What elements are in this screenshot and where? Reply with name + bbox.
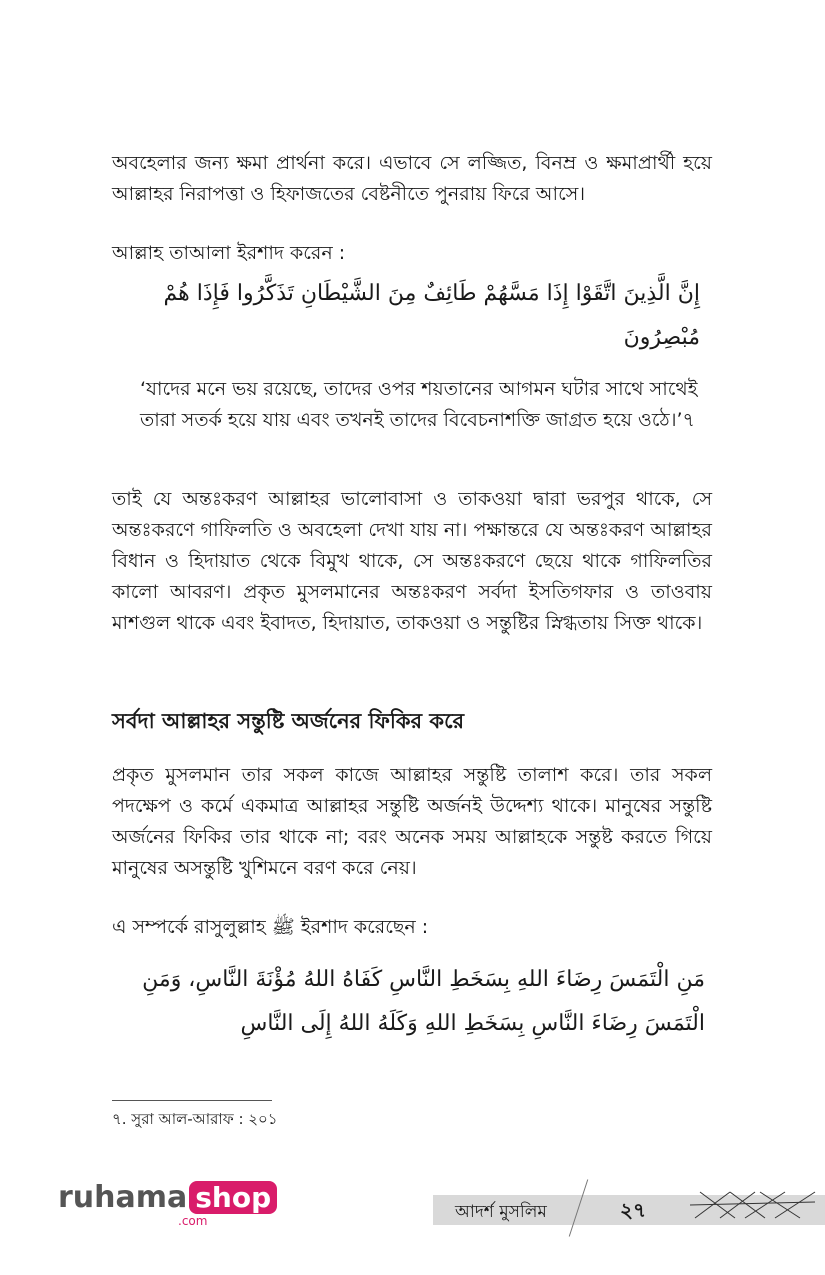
book-title: আদর্শ মুসলিম <box>455 1202 547 1222</box>
paragraph-2: তাই যে অন্তঃকরণ আল্লাহর ভালোবাসা ও তাকওয়া দ্বারা ভরপুর থাকে, সে অন্তঃকরণে গাফিলতি ও অবহেলা দেখা যায় না। পক্ষান্তরে যে অন্তঃকরণ আল্লাহর বিধান ও হিদায়াত থেকে বিমুখ থাকে, সে অন্তঃকরণে ছেয়ে থাকে গাফিলতির কালো আবরণ। প্রকৃত মুসলমানের অন্তঃকরণ সর্বদা ইসতিগফার ও তাওবায় মাশগুল থাকে এবং ইবাদত, হিদায়াত, তাকওয়া ও সন্তুষ্টির স্নিগ্ধতায় সিক্ত থাকে। <box>112 488 712 634</box>
logo-shop: shop <box>189 1181 277 1214</box>
arabic-verse: إِنَّ الَّذِينَ اتَّقَوْا إِذَا مَسَّهُمْ طَائِفٌ مِنَ الشَّيْطَانِ تَذَكَّرُوا فَإِذَا هُمْ مُبْصِرُونَ <box>163 281 700 350</box>
paragraph-1: অবহেলার জন্য ক্ষমা প্রার্থনা করে। এভাবে সে লজ্জিত, বিনম্র ও ক্ষমাপ্রার্থী হয়ে আল্লাহর নিরাপত্তা ও হিফাজতের বেষ্টনীতে পুনরায় ফিরে আসে। <box>112 152 712 205</box>
footnote: ৭. সুরা আল-আরাফ : ২০১ <box>112 1110 278 1128</box>
verse-translation: ‘যাদের মনে ভয় রয়েছে, তাদের ওপর শয়তানের আগমন ঘটার সাথে সাথেই তারা সতর্ক হয়ে যায় এবং তখনই তাদের বিবেচনাশক্তি জাগ্রত হয়ে ওঠে।’৭ <box>140 378 698 431</box>
page-number: ২৭ <box>620 1198 647 1222</box>
arabic-hadith: مَنِ الْتَمَسَ رِضَاءَ اللهِ بِسَخَطِ النَّاسِ كَفَاهُ اللهُ مُؤْنَةَ النَّاسِ، وَمَنِ الْتَمَسَ رِضَاءَ النَّاسِ بِسَخَطِ اللهِ وَكَلَهُ اللهُ إِلَى النَّاسِ <box>142 967 705 1036</box>
decorative-hatch-icon <box>690 1190 820 1220</box>
publisher-logo <box>58 1180 277 1228</box>
logo-main: ruhama <box>58 1180 188 1215</box>
logo-com: .com <box>178 1214 208 1228</box>
paragraph-3: প্রকৃত মুসলমান তার সকল কাজে আল্লাহর সন্তুষ্টি তালাশ করে। তার সকল পদক্ষেপ ও কর্মে একমাত্র আল্লাহর সন্তুষ্টি অর্জনই উদ্দেশ্য থাকে। মানুষের সন্তুষ্টি অর্জনের ফিকির তার থাকে না; বরং অনেক সময় আল্লাহকে সন্তুষ্ট করতে গিয়ে মানুষের অসন্তুষ্টি খুশিমনে বরণ করে নেয়। <box>112 764 712 879</box>
section-heading: সর্বদা আল্লাহর সন্তুষ্টি অর্জনের ফিকির করে <box>112 709 465 733</box>
paragraph-intro-hadith: এ সম্পর্কে রাসুলুল্লাহ ﷺ ইরশাদ করেছেন : <box>112 916 429 938</box>
footnote-divider <box>112 1100 272 1101</box>
paragraph-intro-quran: আল্লাহ তাআলা ইরশাদ করেন : <box>112 242 346 264</box>
